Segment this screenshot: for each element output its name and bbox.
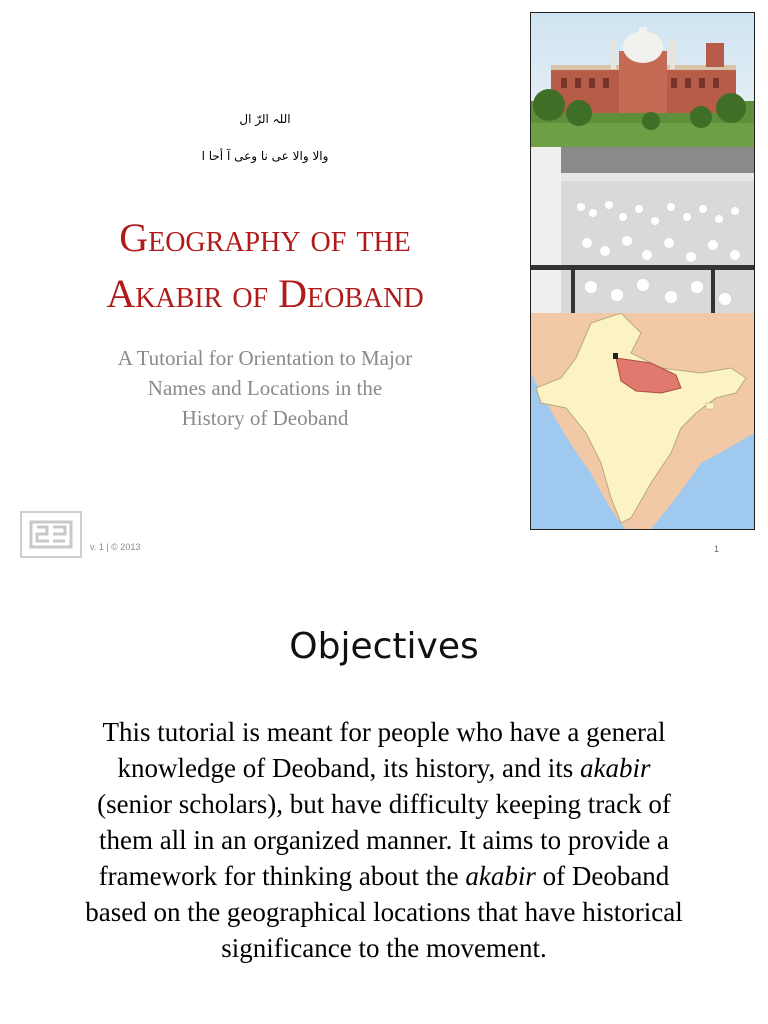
slide-title-line-2: Akabir of Deoband [106,271,424,316]
body-text: This tutorial is meant for people who have a general [102,717,666,747]
body-line-4 [30,822,738,858]
body-line-2 [30,750,738,786]
subtitle-line-3: History of Deoband [181,406,349,430]
body-text: (senior scholars), but have difficulty keeping track of [97,789,671,819]
body-line-7 [30,930,738,966]
version-label: v. 1 | © 2013 [90,542,141,552]
body-emphasis: akabir [579,753,651,783]
courtyard-gathering-photo [531,147,754,313]
arabic-invocation-line-1: اللہ الرّ ال [239,112,291,126]
body-text: knowledge of Deoband, its history, and its [117,753,580,783]
subtitle-line-1: A Tutorial for Orientation to Major [117,346,413,370]
arabic-invocation-line-2: والا والا عی نا وعی آ أحا ا [201,149,329,163]
body-line-3 [30,786,738,822]
darul-uloom-building-photo [531,13,754,147]
slide-number: 1 [714,544,720,554]
objectives-slide [0,576,768,1024]
body-line-1 [30,714,738,750]
body-text: significance to the movement. [221,933,547,963]
body-text: framework for thinking about the [98,861,466,891]
objectives-heading: Objectives [289,626,479,667]
subtitle-line-2: Names and Locations in the [147,376,383,400]
body-line-6 [30,894,738,930]
body-text: them all in an organized manner. It aims to provide a [98,825,670,855]
body-emphasis: akabir [465,861,536,891]
slide-title-line-1: Geography of the [119,215,411,260]
logo-icon [20,511,82,558]
india-map-uttar-pradesh-highlighted [531,313,754,529]
body-text: of Deoband [535,861,670,891]
body-line-5 [30,858,738,894]
image-stack [530,12,755,530]
body-text: based on the geographical locations that have historical [85,897,683,927]
